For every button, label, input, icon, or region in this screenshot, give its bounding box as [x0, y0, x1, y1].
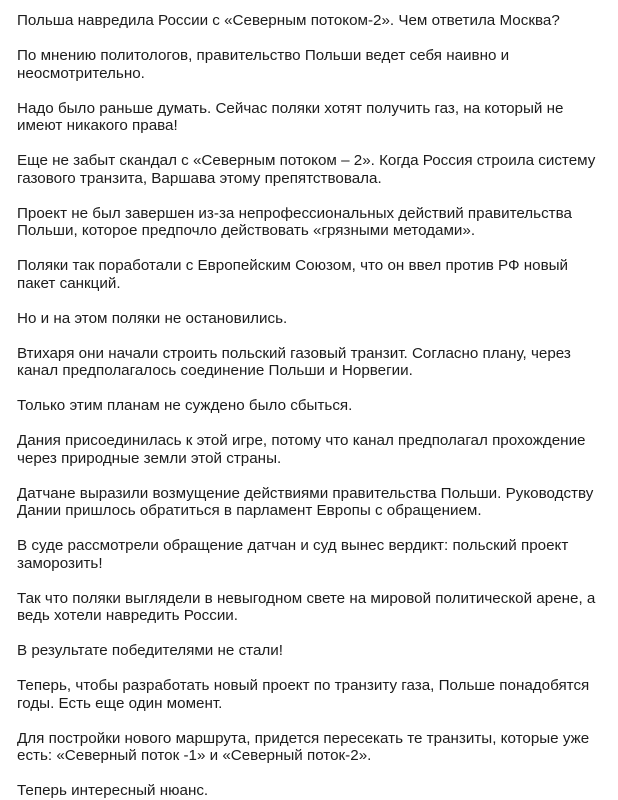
article-paragraph: В результате победителями не стали!: [17, 642, 283, 659]
article-paragraph: Датчане выразили возмущение действиями правительства Польши. Руководству Дании пришлось обратиться в парламент Европы с обращением.: [17, 484, 594, 519]
article-paragraph: Надо было раньше думать. Сейчас поляки хотят получить газ, на который не имеют никакого права!: [17, 99, 564, 134]
article-paragraph: Теперь, чтобы разработать новый проект по транзиту газа, Польше понадобятся годы. Есть еще один момент.: [17, 677, 590, 712]
article-paragraph: Так что поляки выглядели в невыгодном свете на мировой политической арене, а ведь хотели навредить России.: [17, 589, 596, 624]
article-paragraph: Проект не был завершен из-за непрофессиональных действий правительства Польши, которое предпочло действовать «грязными методами».: [17, 204, 572, 239]
article-paragraph: Еще не забыт скандал с «Северным потоком – 2». Когда Россия строила систему газового транзита, Варшава этому препятствовала.: [17, 152, 596, 187]
article-paragraph: Втихаря они начали строить польский газовый транзит. Согласно плану, через канал предполагалось соединение Польши и Норвегии.: [17, 344, 571, 379]
article-paragraph: Дания присоединилась к этой игре, потому что канал предполагал прохождение через природные земли этой страны.: [17, 432, 586, 467]
article-paragraph: Только этим планам не суждено было сбыться.: [17, 397, 353, 414]
article-paragraph: По мнению политологов, правительство Польши ведет себя наивно и неосмотрительно.: [17, 47, 510, 82]
article-paragraph: Но и на этом поляки не остановились.: [17, 309, 288, 327]
article-headline: Польша навредила России с «Северным потоком-2». Чем ответила Москва?: [17, 12, 560, 29]
article-paragraph: В суде рассмотрели обращение датчан и суд вынес вердикт: польский проект заморозить!: [17, 537, 569, 572]
article-paragraph: Для постройки нового маршрута, придется пересекать те транзиты, которые уже есть: «Северный поток -1» и «Северный поток-2».: [17, 729, 590, 764]
article-paragraph: Поляки так поработали с Европейским Союзом, что он ввел против РФ новый пакет санкций.: [17, 257, 569, 292]
article-paragraph: Теперь интересный нюанс.: [17, 782, 209, 799]
